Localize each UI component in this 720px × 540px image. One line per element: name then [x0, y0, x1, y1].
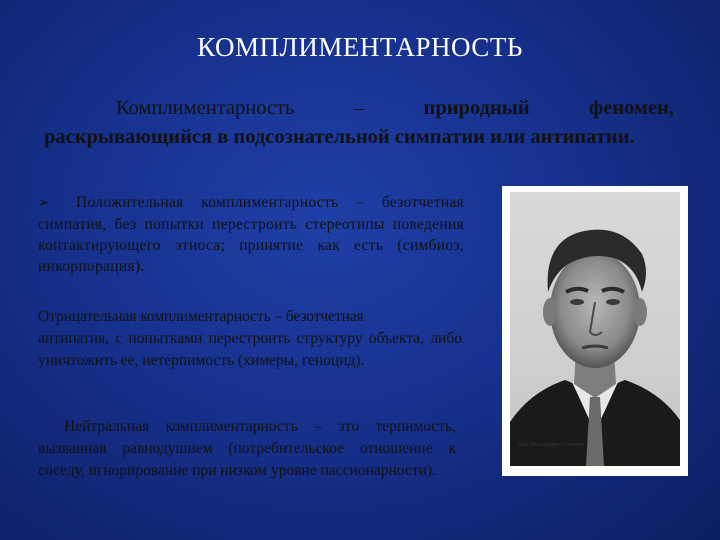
slide-title: КОМПЛИМЕНТАРНОСТЬ	[197, 32, 523, 62]
portrait-drawing	[510, 192, 680, 466]
portrait-photo	[510, 192, 680, 466]
positive-text: Положительная комплиментарность – безотчетная симпатия, без попытки перестроить стереотипы поведения контактирующего этноса; принятие как есть (симбиоз, инкорпорация).	[38, 194, 464, 275]
photo-caption: Лев Николаевич Гумилев	[518, 442, 585, 448]
positive-bullet	[38, 192, 464, 277]
negative-lead-text: Отрицательная комплиментарность – безотчетная	[38, 308, 364, 325]
neutral-paragraph: Нейтральная комплиментарность – это терпимость, вызванная равнодушием (потребительское отношение к соседу, игнорирование при низком уровне пассионарности).	[38, 418, 456, 479]
arrow-bullet-icon: ➢	[38, 195, 51, 211]
intro-normal-text: Комплиментарность –	[116, 97, 424, 119]
intro-bold-text: природный феномен, раскрывающийся в подсознательной симпатии или антипатии.	[44, 97, 674, 148]
negative-paragraph	[38, 306, 462, 372]
intro-paragraph	[44, 94, 674, 152]
negative-rest-text: антипатия, с попытками перестроить структуру объекта, либо уничтожить ее, нетерпимость (химеры, геноцид).	[38, 330, 462, 369]
portrait-photo-frame	[502, 186, 688, 476]
